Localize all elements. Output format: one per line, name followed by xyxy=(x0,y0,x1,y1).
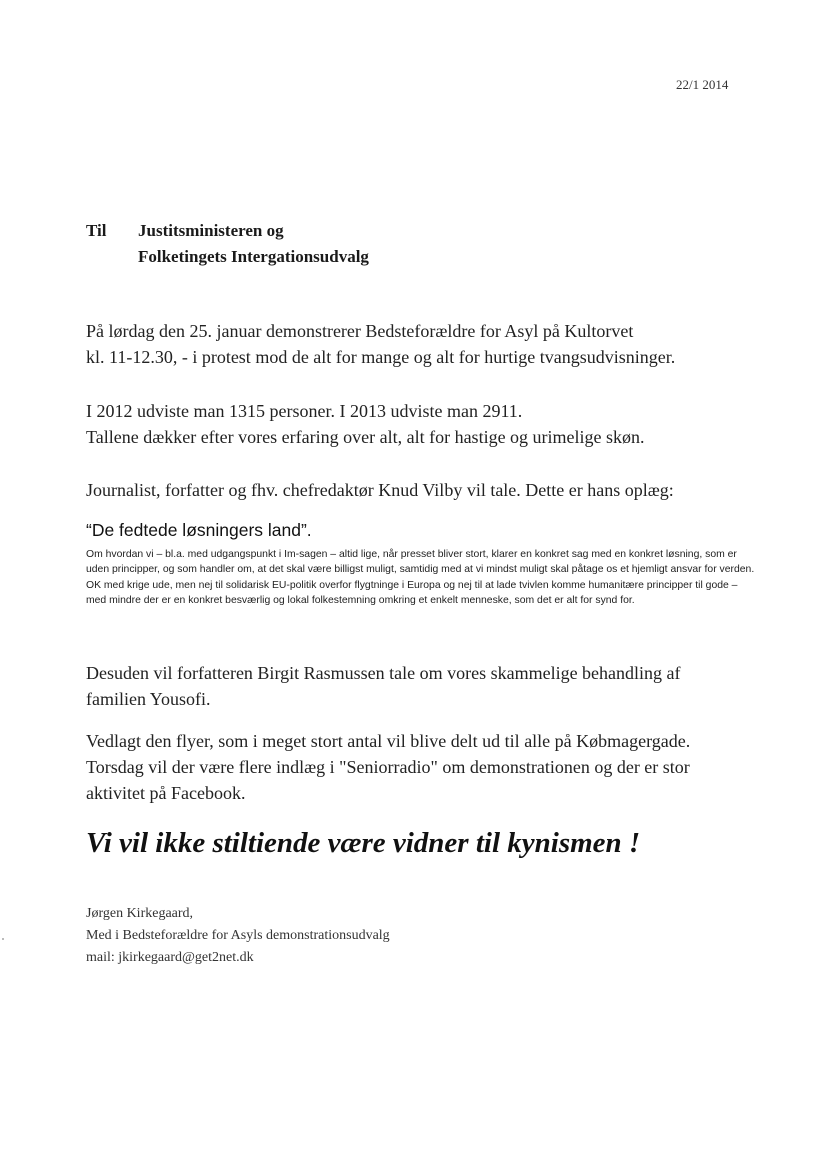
paragraph-line: På lørdag den 25. januar demonstrerer Bedsteforældre for Asyl på Kultorvet xyxy=(86,321,634,341)
paragraph-line: familien Yousofi. xyxy=(86,689,211,709)
intro-paragraph xyxy=(86,318,675,370)
second-speaker-paragraph xyxy=(86,660,681,712)
speaker-paragraph xyxy=(86,477,674,503)
signature-contact: mail: jkirkegaard@get2net.dk xyxy=(86,950,254,965)
letter-date: 22/1 2014 xyxy=(676,77,729,92)
flyer-paragraph xyxy=(86,728,690,806)
talk-abstract: Om hvordan vi – bl.a. med udgangspunkt i Im-sagen – altid lige, når presset bliver stort, klarer en konkret sag med en konkret løsning, som er uden principper, og som handler om, at det skal være billigst muligt, samtidig med at vi mindst muligt skal påtage os et hjemligt ansvar for verden. OK med krige ude, men nej til solidarisk EU-politik overfor flygtninge i Europa og nej til at lade tvivlen komme humanitære principper til gode – med mindre der er en konkret besværlig og lokal folkestemning omkring et enkelt menneske, som det er alt for synd for. xyxy=(86,549,755,606)
paragraph-line: aktivitet på Facebook. xyxy=(86,783,246,803)
signature-role: Med i Bedsteforældre for Asyls demonstrationsudvalg xyxy=(86,928,390,943)
recipient-line: Folketingets Intergationsudvalg xyxy=(138,247,369,266)
slogan-heading: Vi vil ikke stiltiende være vidner til kynismen ! xyxy=(86,827,641,859)
signature-name: Jørgen Kirkegaard, xyxy=(86,906,194,921)
paragraph-line: kl. 11-12.30, - i protest mod de alt for mange og alt for hurtige tvangsudvisninger. xyxy=(86,347,676,367)
paragraph-line: Vedlagt den flyer, som i meget stort antal vil blive delt ud til alle på Købmagergade. xyxy=(86,731,691,751)
paragraph-line: Journalist, forfatter og fhv. chefredaktør Knud Vilby vil tale. Dette er hans oplæg: xyxy=(86,480,674,500)
paragraph-line: I 2012 udviste man 1315 personer. I 2013 udviste man 2911. xyxy=(86,401,523,421)
recipient-line: Justitsministeren og xyxy=(138,221,284,240)
paragraph-line: Desuden vil forfatteren Birgit Rasmussen tale om vores skammelige behandling af xyxy=(86,663,681,683)
recipient-label: Til xyxy=(86,221,107,240)
scan-speck xyxy=(2,938,4,940)
paragraph-line: Torsdag vil der være flere indlæg i "Seniorradio" om demonstrationen og der er stor xyxy=(86,757,690,777)
talk-title: “De fedtede løsningers land”. xyxy=(86,520,312,540)
paragraph-line: Tallene dækker efter vores erfaring over alt, alt for hastige og urimelige skøn. xyxy=(86,427,645,447)
stats-paragraph xyxy=(86,398,645,450)
